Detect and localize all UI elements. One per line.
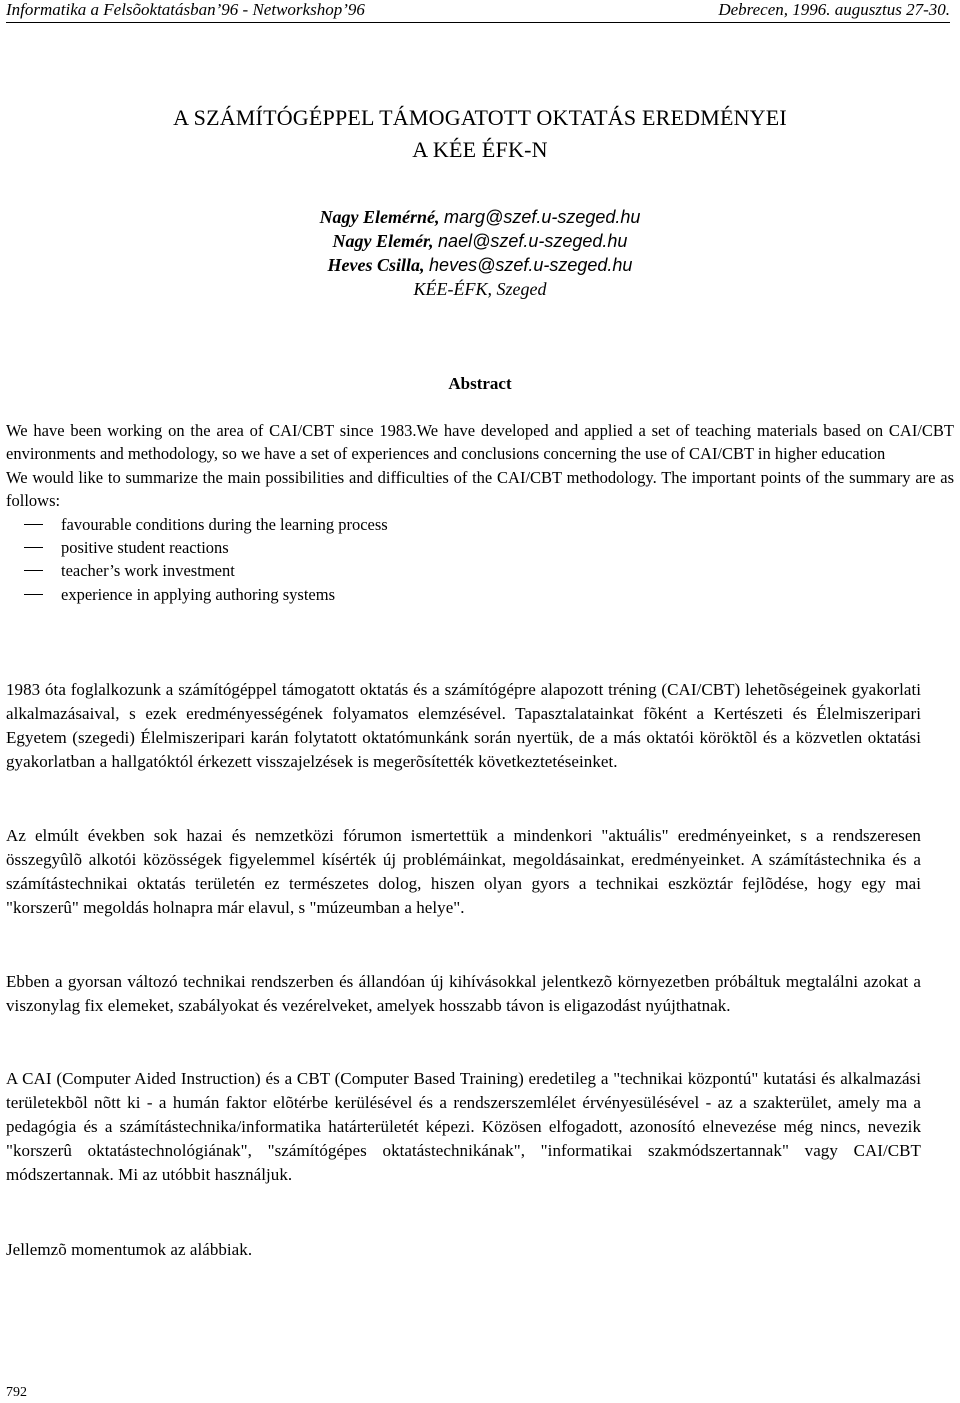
- header-location-date: Debrecen, 1996. augusztus 27-30.: [718, 0, 950, 19]
- body-paragraph-5: Jellemzõ momentumok az alábbiak.: [6, 1240, 253, 1259]
- paper-title-line-2: A KÉE ÉFK-N: [412, 137, 548, 162]
- paper-title-line-1: A SZÁMÍTÓGÉPPEL TÁMOGATOTT OKTATÁS EREDMÉNYEI: [173, 105, 787, 130]
- header-rule: [6, 22, 950, 23]
- body-paragraph-4: A CAI (Computer Aided Instruction) és a CBT (Computer Based Training) eredetileg a "technikai központú" kutatási és alkalmazási területekbõl nõtt ki - a humán faktor elõtérbe kerülésével és a rendszerszemlélet érvényesülésével - az a szakterület, amely ma a pedagógia és a számítástechnika/informatika határterületét képezi. Közösen elfogadott, azonosító elnevezése még nincs, nevezik "korszerû oktatástechnológiának", "számítógépes oktatástechnikának", "informatikai szakmódszertannak" vagy CAI/CBT módszertannak. Mi az utóbbit használjuk.: [6, 1069, 921, 1184]
- page-number: 792: [6, 1385, 27, 1400]
- affiliation: KÉE-ÉFK, Szeged: [413, 279, 547, 299]
- list-item: teacher’s work investment: [6, 559, 954, 582]
- body-paragraph-3: Ebben a gyorsan változó technikai rendszerben és állandóan új kihívásokkal jelentkezõ környezetben próbáltuk megtalálni azokat a viszonylag fix elemeket, szabályokat és vezérelveket, amelyek hosszabb távon is eligazodást nyújthatnak.: [6, 972, 921, 1015]
- abstract-body: [6, 419, 954, 606]
- author-name: Nagy Elemérné,: [319, 207, 440, 227]
- dash-bullet-icon: [24, 594, 43, 595]
- body-paragraph-2: Az elmúlt években sok hazai és nemzetközi fórumon ismertettük a mindenkori "aktuális" eredményeinket, s a rendszeresen összegyûlõ alkotói közösségek figyelemmel kísérték új problémáinkat, megoldásainkat, eredményeinket. A számítástechnika és a számítástechnikai oktatás területén ez természetes dolog, hiszen olyan gyors a technikai eszköztár fejlõdése, hogy egy mai "korszerû" megoldás holnapra már elavul, s "múzeumban a helye".: [6, 826, 921, 917]
- author-1: [0, 205, 960, 229]
- author-email: marg@szef.u-szeged.hu: [444, 207, 641, 227]
- list-item: experience in applying authoring systems: [6, 583, 954, 606]
- dash-bullet-icon: [24, 570, 43, 571]
- author-block: [0, 205, 960, 301]
- author-name: Nagy Elemér,: [332, 231, 434, 251]
- author-email: nael@szef.u-szeged.hu: [438, 231, 628, 251]
- author-2: [0, 229, 960, 253]
- body-paragraph-1: 1983 óta foglalkozunk a számítógéppel támogatott oktatás és a számítógépre alapozott tréning (CAI/CBT) lehetõségeinek gyakorlati alkalmazásaival, s ezek eredményességének folyamatos elemzésével. Tapasztalatainkat fõként a Kertészeti és Élelmiszeripari Egyetem (szegedi) Élelmiszeripari karán folytatott oktatómunkánk során nyertük, de a más oktatói köröktõl és a közvetlen oktatási gyakorlatban a hallgatóktól érkezett visszajelzések is megerõsítették következtetéseinket.: [6, 680, 921, 771]
- dash-bullet-icon: [24, 524, 43, 525]
- abstract-paragraph-1: We have been working on the area of CAI/CBT since 1983.We have developed and applied a set of teaching materials based on CAI/CBT environments and methodology, so we have a set of experiences and conclusions concerning the use of CAI/CBT in higher education: [6, 421, 954, 464]
- list-item: favourable conditions during the learning process: [6, 513, 954, 536]
- abstract-list: [6, 513, 954, 607]
- dash-bullet-icon: [24, 547, 43, 548]
- header-conference: Informatika a Felsõoktatásban’96 - Networkshop’96: [6, 0, 365, 19]
- list-item: positive student reactions: [6, 536, 954, 559]
- author-name: Heves Csilla,: [327, 255, 425, 275]
- abstract-heading: Abstract: [448, 374, 512, 393]
- author-email: heves@szef.u-szeged.hu: [429, 255, 633, 275]
- abstract-paragraph-2: We would like to summarize the main possibilities and difficulties of the CAI/CBT methodology. The important points of the summary are as follows:: [6, 467, 954, 511]
- author-3: [0, 253, 960, 277]
